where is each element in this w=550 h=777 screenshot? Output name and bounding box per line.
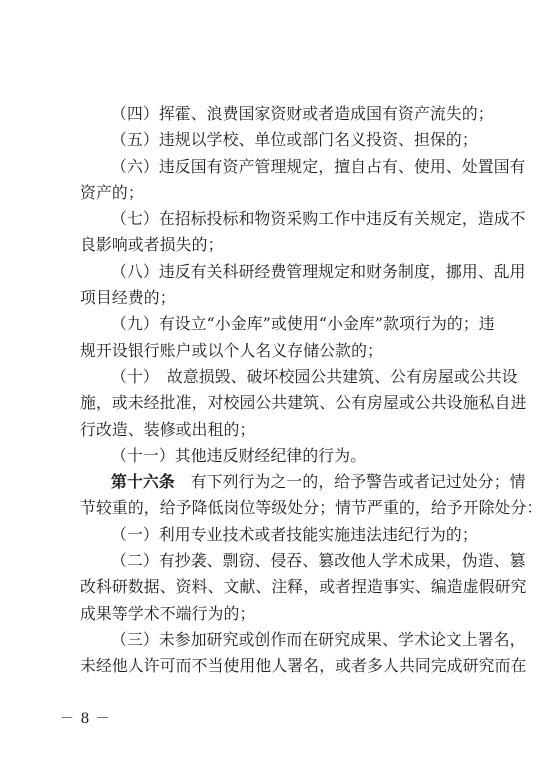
text-line: （六）违反国有资产管理规定，擅自占有、使用、处置国有	[111, 156, 526, 176]
text-line: 行改造、装修或出租的；	[80, 419, 256, 439]
text-line: （八）违反有关科研经费管理规定和财务制度，挪用、乱用	[111, 261, 526, 281]
document-body	[80, 101, 543, 680]
text-line: （二）有抄袭、剽窃、侵吞、篡改他人学术成果，伪造、篡	[111, 551, 526, 571]
text-line: 施，或未经批准，对校园公共建筑、公有房屋或公共设施私自进	[80, 393, 527, 413]
article-title: 第十六条	[111, 472, 175, 492]
page-number: － 8 －	[60, 711, 111, 727]
text-line: （十） 故意损毁、破坏校园公共建筑、公有房屋或公共设	[111, 366, 518, 386]
article-16-heading-line	[80, 469, 526, 495]
article-text: 有下列行为之一的，给予警告或者记过处分；情	[174, 472, 526, 492]
text-line: （七）在招标投标和物资采购工作中违反有关规定，造成不	[111, 209, 526, 229]
text-line: 成果等学术不端行为的；	[80, 603, 256, 623]
text-line: 项目经费的；	[80, 288, 176, 308]
text-line: 规开设银行账户或以个人名义存储公款的；	[80, 340, 383, 360]
text-line: 良影响或者损失的；	[80, 235, 224, 255]
text-line: 资产的；	[80, 182, 144, 202]
text-line: （十一）其他违反财经纪律的行为。	[111, 445, 367, 465]
text-line: （五）违规以学校、单位或部门名义投资、担保的；	[111, 130, 478, 150]
text-line: 节较重的，给予降低岗位等级处分；情节严重的，给予开除处分：	[80, 498, 543, 518]
text-line: 未经他人许可而不当使用他人署名，或者多人共同完成研究而在	[80, 656, 527, 676]
text-line: （一）利用专业技术或者技能实施违法违纪行为的；	[111, 524, 478, 544]
text-line: （四）挥霍、浪费国家资财或者造成国有资产流失的；	[111, 104, 494, 123]
text-line: 改科研数据、资料、文献、注释，或者捏造事实、编造虚假研究	[80, 577, 527, 597]
text-line: （九）有设立“小金库”或使用“小金库”款项行为的；违	[111, 314, 495, 334]
text-line: （三）未参加研究或创作而在研究成果、学术论文上署名，	[111, 629, 526, 649]
